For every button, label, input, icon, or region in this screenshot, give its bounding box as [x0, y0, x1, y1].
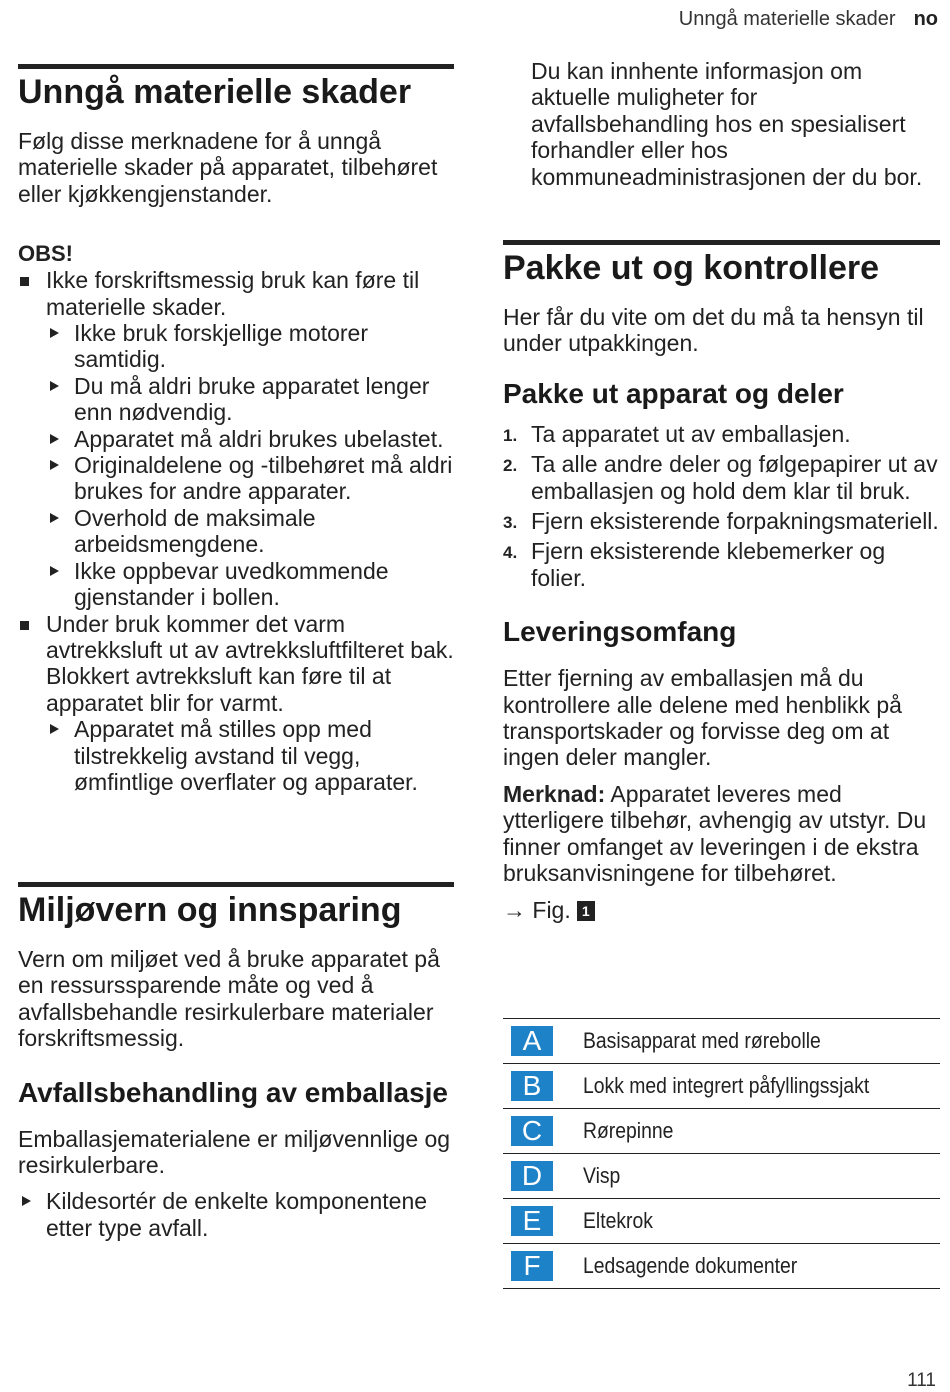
figure-number: 1: [577, 901, 595, 921]
section-environment: [18, 890, 454, 1241]
warning-text: Ikke forskriftsmessig bruk kan føre til materielle skader.: [46, 267, 420, 320]
language-code: no: [913, 8, 938, 30]
subsection-text: Emballasjematerialene er miljøvennlige og resirkulerbare.: [18, 1125, 451, 1179]
step-number: 4.: [503, 543, 518, 563]
subsection-heading: Leveringsomfang: [503, 616, 737, 648]
page-number: 111: [907, 1370, 936, 1391]
obs-label: OBS!: [18, 241, 73, 267]
figure-label: Fig.: [532, 896, 571, 923]
header-title: Unngå materielle skader: [678, 8, 896, 30]
step-text: Fjern eksisterende klebemerker og folier.: [531, 538, 886, 591]
section-heading: Miljøvern og innsparing: [18, 891, 402, 929]
subsection-heading: Avfallsbehandling av emballasje: [18, 1076, 449, 1108]
section-rule: [18, 882, 454, 887]
section-unpack: [503, 248, 940, 924]
step-text: Ta apparatet ut av emballasjen.: [531, 420, 851, 447]
action-list: [46, 716, 454, 795]
subsection-text: Etter fjerning av emballasjen må du kontrollere alle delene med henblikk på transportskader og forvisse deg om at ingen deler mangler.: [503, 665, 902, 771]
action-item: Kildesortér de enkelte komponentene etter type avfall.: [18, 1188, 454, 1241]
continued-text: Du kan innhente informasjon om aktuelle muligheter for avfallsbehandling hos en spesialisert forhandler eller hos kommuneadministrasjonen der du bor.: [531, 58, 923, 190]
section-intro: Følg disse merknadene for å unngå materielle skader på apparatet, tilbehøret eller kjøkkengjenstander.: [18, 128, 438, 207]
warning-item: [18, 267, 454, 610]
step-number: 2.: [503, 456, 518, 476]
step-item: [503, 538, 940, 591]
section-damage: [18, 72, 454, 795]
legend-letter: C: [511, 1116, 553, 1146]
section-intro: Her får du vite om det du må ta hensyn til under utpakkingen.: [503, 304, 924, 357]
action-item: Overhold de maksimale arbeidsmengdene.: [46, 505, 454, 558]
legend-letter: D: [511, 1161, 553, 1191]
section-intro: Vern om miljøet ved å bruke apparatet på en ressurssparende måte og ved å avfallsbehandle resirkulerbare materialer forskriftsmessig.: [18, 946, 440, 1052]
legend-row: [503, 1019, 940, 1064]
warning-text: Under bruk kommer det varm avtrekksluft ut av avtrekksluftfilteret bak. Blokkert avtrekksluft kan føre til at apparatet blir for varmt.: [46, 610, 454, 716]
parts-legend: [503, 1018, 940, 1289]
legend-row: [503, 1109, 940, 1154]
step-text: Fjern eksisterende forpakningsmateriell.: [531, 508, 939, 535]
legend-row: [503, 1154, 940, 1199]
arrow-icon: →: [503, 896, 526, 923]
legend-text: Visp: [583, 1163, 621, 1188]
legend-letter: B: [511, 1071, 553, 1101]
step-text: Ta alle andre deler og følgepapirer ut av emballasjen og hold dem klar til bruk.: [531, 451, 938, 504]
section-rule: [18, 64, 454, 69]
action-item: Ikke bruk forskjellige motorer samtidig.: [46, 320, 454, 373]
continued-text-block: [531, 58, 940, 190]
step-item: [503, 508, 940, 534]
warning-list: [18, 267, 454, 795]
action-list: [18, 1188, 454, 1241]
figure-reference: [503, 897, 940, 924]
section-heading: Pakke ut og kontrollere: [503, 249, 879, 287]
legend-row: [503, 1064, 940, 1109]
warning-item: [18, 611, 454, 796]
legend-letter: E: [511, 1206, 553, 1236]
step-item: [503, 451, 940, 504]
step-number: 3.: [503, 513, 518, 533]
step-item: [503, 421, 940, 447]
action-item: Originaldelene og -tilbehøret må aldri brukes for andre apparater.: [46, 452, 454, 505]
legend-letter: F: [511, 1251, 553, 1281]
legend-row: [503, 1199, 940, 1244]
legend-text: Rørepinne: [583, 1118, 674, 1143]
action-item: Du må aldri bruke apparatet lenger enn nødvendig.: [46, 373, 454, 426]
legend-text: Lokk med integrert påfyllingssjakt: [583, 1073, 870, 1098]
action-list: [46, 320, 454, 610]
note-text: Apparatet leveres med ytterligere tilbehør, avhengig av utstyr. Du finner omfanget av leveringen i de ekstra bruksanvisningene for tilbehøret.: [503, 780, 927, 887]
step-number: 1.: [503, 425, 518, 445]
legend-text: Basisapparat med rørebolle: [583, 1028, 821, 1053]
subsection-heading: Pakke ut apparat og deler: [503, 377, 844, 409]
section-rule: [503, 240, 940, 245]
running-header: [679, 8, 938, 31]
legend-row: [503, 1244, 940, 1289]
action-item: Apparatet må stilles opp med tilstrekkelig avstand til vegg, ømfintlige overflater og apparater.: [46, 716, 454, 795]
legend-text: Ledsagende dokumenter: [583, 1253, 798, 1278]
action-item: Apparatet må aldri brukes ubelastet.: [46, 426, 454, 452]
section-heading: Unngå materielle skader: [18, 73, 412, 111]
action-item: Ikke oppbevar uvedkommende gjenstander i bollen.: [46, 558, 454, 611]
note-label: Merknad:: [503, 780, 606, 807]
legend-text: Eltekrok: [583, 1208, 653, 1233]
note-paragraph: [503, 781, 940, 887]
legend-letter: A: [511, 1026, 553, 1056]
steps-list: [503, 421, 940, 591]
